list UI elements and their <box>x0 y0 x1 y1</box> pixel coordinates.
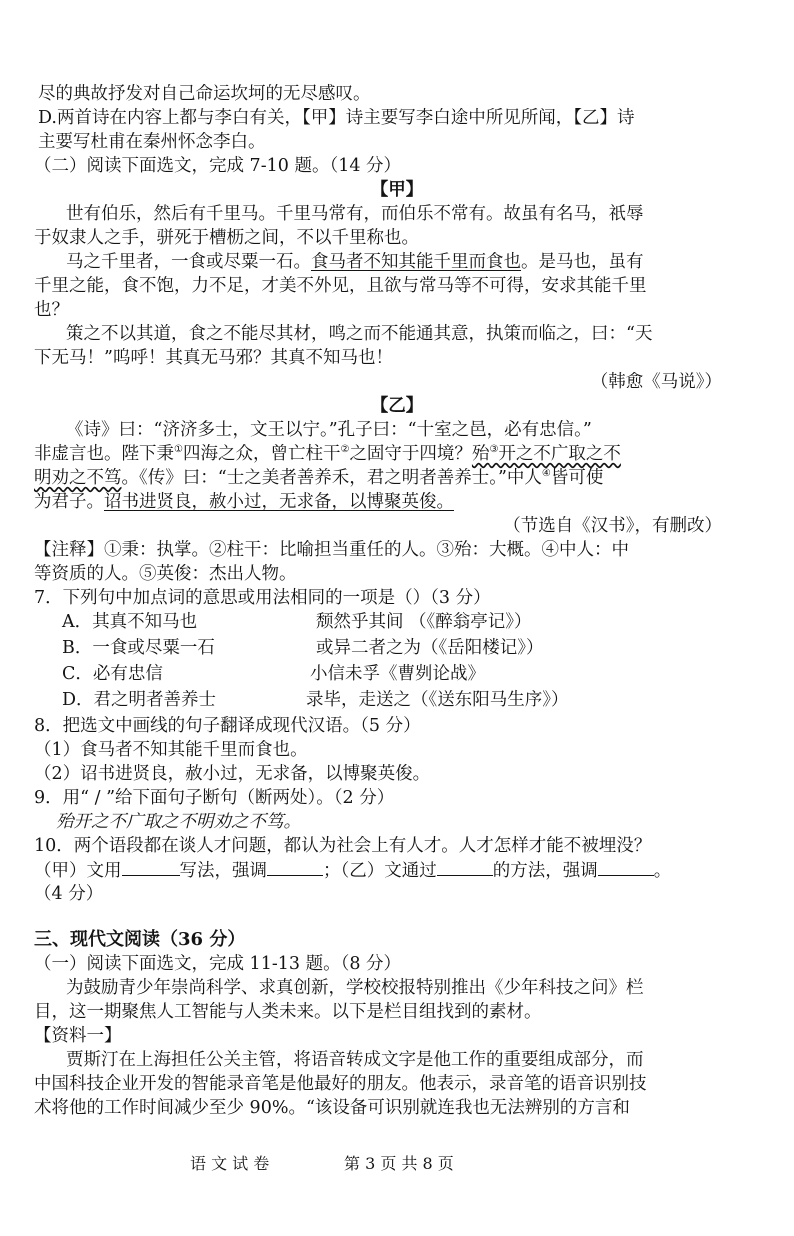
footer-exam-title: 语 文 试 卷 <box>190 1154 270 1173</box>
answer-blank[interactable] <box>437 858 493 876</box>
text-span: 殆 <box>471 444 490 464</box>
question-9: 9．用“ / ”给下面句子断句（断两处）。（2 分） <box>34 788 395 808</box>
text-line: 下无马！”呜呼！其真无马邪？其真不知马也！ <box>34 348 393 368</box>
section-heading: （二）阅读下面选文，完成 7-10 题。（14 分） <box>34 156 402 176</box>
material-label: 【资料一】 <box>34 1026 122 1046</box>
text-span: 之固守于四境？ <box>349 444 472 464</box>
text-line: 策之不以其道，食之不能尽其材，鸣之而不能通其意，执策而临之，曰：“天 <box>66 324 653 344</box>
text-line: 尽的典故抒发对自己命运坎坷的无尽感叹。 <box>38 84 371 104</box>
text-line: 于奴隶人之手，骈死于槽枥之间，不以千里称也。 <box>34 228 419 248</box>
text-span: 皆可使 <box>550 468 604 488</box>
text-span: 非虚言也。陛下秉 <box>34 444 174 464</box>
text-line: 主要写杜甫在秦州怀念李白。 <box>38 132 266 152</box>
source-citation: （韩愈《马说》） <box>590 372 722 392</box>
wavy-underlined-text <box>472 444 621 464</box>
passage-yi-title: 【乙】 <box>370 396 424 416</box>
text-span: 写法，强调 <box>179 861 267 881</box>
text-line: 贾斯汀在上海担任公关主管，将语音转成文字是他工作的重要组成部分，而 <box>66 1050 644 1070</box>
text-span: 开之不广取之不 <box>498 444 621 464</box>
text-span: 为君子。 <box>34 492 104 512</box>
text-line <box>34 442 621 466</box>
question-8: 8．把选文中画线的句子翻译成现代汉语。（5 分） <box>34 716 421 736</box>
note-mark: ④ <box>541 468 551 480</box>
source-citation: （节选自《汉书》，有删改） <box>503 516 722 536</box>
text-span: 的方法，强调 <box>492 861 598 881</box>
question-10-score: （4 分） <box>34 884 104 904</box>
option-b-compare: 或异二者之为（《岳阳楼记》） <box>316 638 544 658</box>
option-d: D．君之明者善养士 <box>62 690 217 710</box>
answer-blank[interactable] <box>267 858 323 876</box>
text-span: （甲）文用 <box>34 861 122 881</box>
text-span: 。《传》曰：“士之美者善养禾，君之明者善养士。”中人 <box>121 468 542 488</box>
footer-page-number: 第 3 页 共 8 页 <box>344 1154 454 1173</box>
option-a-compare: 颓然乎其间 （《醉翁亭记》） <box>316 612 532 632</box>
section-3-heading: 三、现代文阅读（36 分） <box>34 929 246 950</box>
answer-blank[interactable] <box>122 858 180 876</box>
text-line: 千里之能，食不饱，力不足，才美不外见，且欲与常马等不可得，安求其能千里 <box>34 276 647 296</box>
underlined-sentence: 食马者不知其能千里而食也 <box>311 252 521 272</box>
text-line <box>34 466 603 490</box>
text-line: 目，这一期聚焦人工智能与人类未来。以下是栏目组找到的素材。 <box>34 1002 542 1022</box>
text-span: ；（乙）文通过 <box>323 861 437 881</box>
note-mark: ② <box>340 444 350 456</box>
text-span: 四海之众，曾亡柱干 <box>182 444 341 464</box>
question-7: 7．下列句中加点词的意思或用法相同的一项是（）（3 分） <box>34 588 491 608</box>
underlined-sentence: 诏书进贤良，赦小过，无求备，以博聚英俊。 <box>104 492 454 512</box>
option-d-compare: 录毕，走送之（《送东阳马生序》） <box>306 690 569 710</box>
option-c: C．必有忠信 <box>62 664 163 684</box>
text-line: 也？ <box>34 300 69 320</box>
text-line: 《诗》曰：“济济多士，文王以宁。”孔子曰：“十室之邑，必有忠信。” <box>66 420 592 440</box>
answer-blank[interactable] <box>598 858 654 876</box>
question-8-item: （1）食马者不知其能千里而食也。 <box>34 740 308 760</box>
option-a: A．其真不知马也 <box>62 612 198 632</box>
text-line: 为鼓励青少年崇尚科学、求真创新，学校校报特别推出《少年科技之问》栏 <box>66 978 644 998</box>
option-b: B．一食或尽粟一石 <box>62 638 215 658</box>
annotation-line: 等资质的人。⑤英俊：杰出人物。 <box>34 564 297 584</box>
question-10-blanks <box>34 858 671 883</box>
text-line: D.两首诗在内容上都与李白有关，【甲】诗主要写李白途中所见所闻，【乙】诗 <box>38 108 635 128</box>
text-line <box>66 250 644 274</box>
note-mark: ① <box>174 444 183 456</box>
text-span: 马之千里者，一食或尽粟一石。 <box>66 252 311 272</box>
text-span: 。 <box>653 861 672 881</box>
text-line: 世有伯乐，然后有千里马。千里马常有，而伯乐不常有。故虽有名马，祇辱 <box>66 204 644 224</box>
wavy-underlined-text: 明劝之不笃 <box>34 468 122 488</box>
annotation-line: 【注释】①秉：执掌。②柱干：比喻担当重任的人。③殆：大概。④中人：中 <box>34 540 629 560</box>
passage-jia-title: 【甲】 <box>370 180 424 200</box>
question-10: 10．两个语段都在谈人才问题，都认为社会上有人才。人才怎样才能不被埋没？ <box>34 836 652 856</box>
text-line: 中国科技企业开发的智能录音笔是他最好的朋友。他表示，录音笔的语音识别技 <box>34 1074 647 1094</box>
text-span: 。是马也，虽有 <box>521 252 644 272</box>
option-c-compare: 小信未孚《曹刿论战》 <box>310 664 485 684</box>
section-heading: （一）阅读下面选文，完成 11-13 题。（8 分） <box>34 954 402 974</box>
question-8-item: （2）诏书进贤良，赦小过，无求备，以博聚英俊。 <box>34 764 431 784</box>
text-line: 术将他的工作时间减少至少 90%。“该设备可识别就连我也无法辨别的方言和 <box>34 1098 630 1118</box>
text-line <box>34 490 454 514</box>
question-9-sentence: 殆开之不广取之不明劝之不笃。 <box>56 812 301 832</box>
note-mark: ③ <box>489 444 499 456</box>
